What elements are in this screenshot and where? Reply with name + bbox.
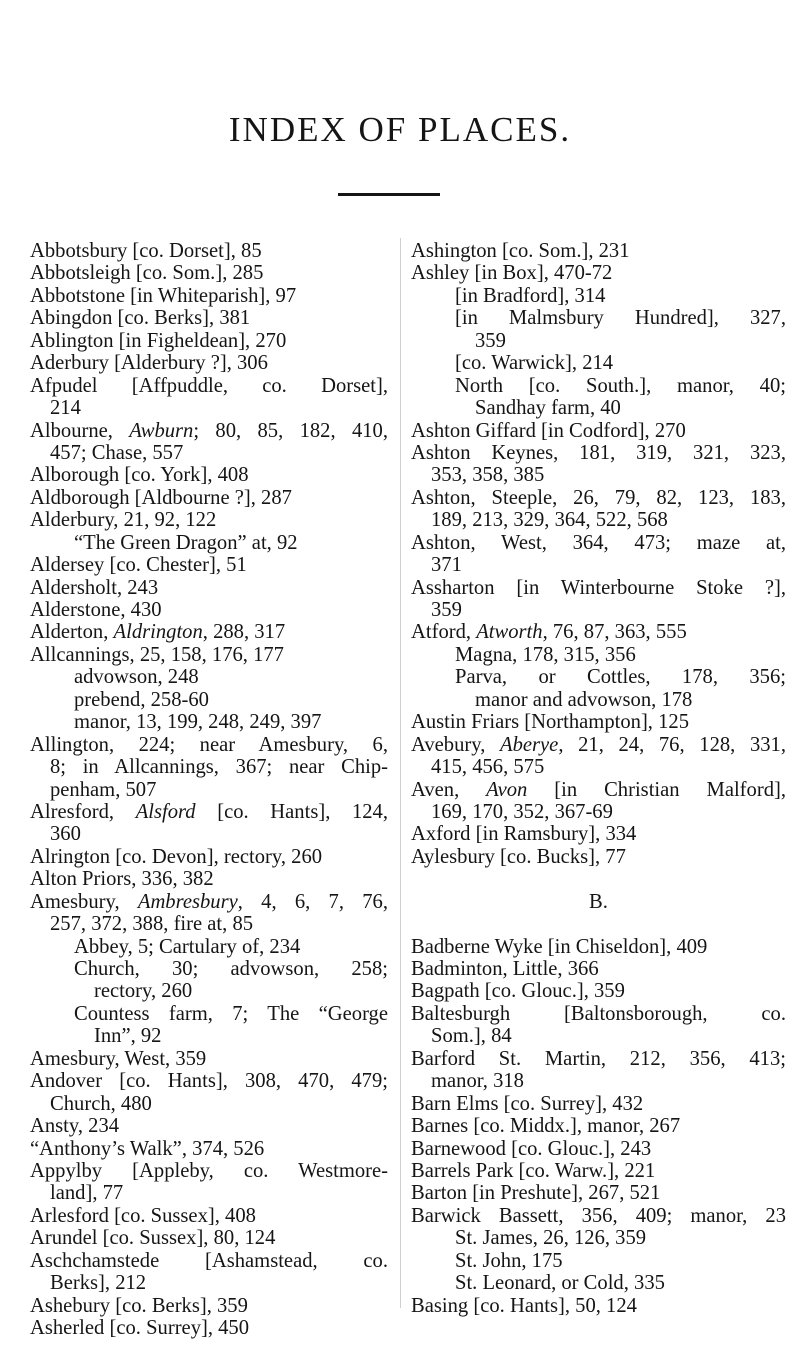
index-entry: penham, 507: [50, 778, 157, 801]
entry-text-part: Avebury,: [411, 733, 500, 756]
index-entry: Alderstone, 430: [30, 599, 162, 621]
entry-text-part: Aven,: [411, 778, 487, 801]
index-entry: “Anthony’s Walk”, 374, 526: [30, 1137, 265, 1160]
index-entry: [in Bradford], 314: [455, 284, 606, 307]
index-entry: Aldersey [co. Chester], 51: [30, 554, 247, 577]
place-variant-italic: Atworth: [476, 621, 543, 644]
index-entry: [30, 801, 388, 823]
entry-text-part: Amesbury,: [30, 890, 138, 913]
index-entry: Alderbury, 21, 92, 122: [30, 509, 217, 532]
index-entry: 189, 213, 329, 364, 522, 568: [431, 509, 668, 532]
entry-text-part: Albourne,: [30, 419, 130, 442]
index-entry: Church, 30; advowson, 258;: [74, 958, 388, 980]
index-entry: “The Green Dragon” at, 92: [74, 531, 298, 554]
index-entry: Abbotsleigh [co. Som.], 285: [30, 262, 264, 285]
index-entry: Barnes [co. Middx.], manor, 267: [411, 1115, 681, 1138]
index-entry: Magna, 178, 315, 356: [455, 643, 636, 666]
index-entry: 257, 372, 388, fire at, 85: [50, 913, 254, 936]
index-entry: 359: [431, 599, 462, 621]
index-entry: Barnewood [co. Glouc.], 243: [411, 1137, 652, 1160]
place-variant-italic: Avon: [486, 778, 528, 801]
index-entry: Barwick Bassett, 356, 409; manor, 23: [411, 1204, 786, 1227]
index-entry: 457; Chase, 557: [50, 441, 184, 464]
index-entry: Barford St. Martin, 212, 356, 413;: [411, 1047, 786, 1070]
index-entry: Badberne Wyke [in Chiseldon], 409: [411, 935, 708, 958]
index-entry: manor, 318: [431, 1070, 524, 1093]
index-entry: Inn”, 92: [94, 1025, 162, 1048]
index-entry: Allcannings, 25, 158, 176, 177: [30, 643, 284, 666]
index-entry: St. John, 175: [455, 1249, 563, 1272]
index-entry: St. James, 26, 126, 359: [455, 1227, 647, 1250]
index-entry: manor and advowson, 178: [475, 688, 693, 711]
index-entry: Basing [co. Hants], 50, 124: [411, 1294, 637, 1317]
index-entry: manor, 13, 199, 248, 249, 397: [74, 711, 322, 734]
index-entry: Barrels Park [co. Warw.], 221: [411, 1159, 656, 1182]
index-entry: Aderbury [Alderbury ?], 306: [30, 352, 268, 375]
index-entry: Barn Elms [co. Surrey], 432: [411, 1092, 644, 1115]
entry-text-part: , 76, 87, 363, 555: [542, 621, 687, 644]
index-entry: Aldborough [Aldbourne ?], 287: [30, 486, 292, 509]
index-entry: Arundel [co. Sussex], 80, 124: [30, 1227, 276, 1250]
index-entry: Ashton Giffard [in Codford], 270: [411, 419, 686, 442]
entry-text-part: , 288, 317: [202, 621, 286, 644]
index-entry: Baltesburgh [Baltonsborough, co.: [411, 1002, 786, 1025]
place-variant-italic: Ambresbury: [137, 890, 238, 913]
index-entry: Amesbury, West, 359: [30, 1047, 207, 1070]
index-entry: land], 77: [50, 1182, 124, 1205]
place-variant-italic: Aldrington: [113, 621, 203, 644]
index-entry: Countess farm, 7; The “George: [74, 1002, 388, 1025]
index-entry: [411, 621, 786, 643]
index-entry: Alrington [co. Devon], rectory, 260: [30, 845, 323, 868]
index-entry: Allington, 224; near Amesbury, 6,: [30, 733, 388, 756]
place-variant-italic: Alsford: [135, 800, 196, 823]
index-entry: Berks], 212: [50, 1272, 147, 1295]
index-entry: [co. Warwick], 214: [455, 352, 614, 375]
entry-text-part: , 21, 24, 76, 128, 331,: [558, 733, 786, 756]
index-entry: [30, 420, 388, 442]
index-entry: Aschchamstede [Ashamstead, co.: [30, 1249, 388, 1272]
index-entry: 169, 170, 352, 367-69: [431, 800, 613, 823]
index-entry: Sandhay farm, 40: [475, 397, 621, 420]
index-entry: Assharton [in Winterbourne Stoke ?],: [411, 576, 786, 599]
index-entry: advowson, 248: [74, 666, 199, 689]
entry-text-part: [co. Hants], 124,: [195, 800, 388, 823]
left-index-column: [30, 240, 388, 1339]
index-entry: Ablington [in Figheldean], 270: [30, 329, 287, 352]
index-entry: Abbotsbury [co. Dorset], 85: [30, 240, 262, 262]
index-entry: Asherled [co. Surrey], 450: [30, 1317, 250, 1339]
index-entry: St. Leonard, or Cold, 335: [455, 1272, 665, 1295]
index-entry: 8; in Allcannings, 367; near Chip-: [50, 756, 388, 779]
index-entry: Appylby [Appleby, co. Westmore-: [30, 1159, 388, 1182]
index-entry: Church, 480: [50, 1092, 152, 1115]
index-entry: Austin Friars [Northampton], 125: [411, 711, 689, 734]
index-entry: Abingdon [co. Berks], 381: [30, 307, 251, 330]
index-entry: Alborough [co. York], 408: [30, 464, 249, 487]
index-entry: Som.], 84: [431, 1025, 512, 1048]
page-title: INDEX OF PLACES.: [228, 110, 572, 149]
index-entry: [30, 891, 388, 913]
index-entry: Ashton, West, 364, 473; maze at,: [411, 531, 786, 554]
index-entry: Ashley [in Box], 470-72: [411, 262, 613, 285]
index-entry: Parva, or Cottles, 178, 356;: [455, 666, 786, 689]
index-entry: Ansty, 234: [30, 1115, 120, 1138]
index-entry: Axford [in Ramsbury], 334: [411, 823, 637, 846]
index-entry: Ashebury [co. Berks], 359: [30, 1294, 248, 1317]
index-entry: [30, 621, 388, 643]
index-entry: rectory, 260: [94, 980, 193, 1003]
index-entry: Bagpath [co. Glouc.], 359: [411, 980, 625, 1003]
index-entry: Ashton, Steeple, 26, 79, 82, 123, 183,: [411, 486, 786, 509]
column-divider: [400, 238, 401, 1308]
entry-text-part: Atford,: [411, 621, 477, 644]
index-entry: Ashton Keynes, 181, 319, 321, 323,: [411, 441, 786, 464]
entry-text-part: Alderton,: [30, 621, 114, 644]
index-entry: Aylesbury [co. Bucks], 77: [411, 845, 626, 868]
index-entry: Abbey, 5; Cartulary of, 234: [74, 935, 301, 958]
index-entry: Andover [co. Hants], 308, 470, 479;: [30, 1070, 388, 1093]
index-entry: Badminton, Little, 366: [411, 958, 599, 980]
index-entry: 214: [50, 397, 81, 420]
index-entry: [in Malmsbury Hundred], 327,: [455, 307, 786, 330]
index-entry: North [co. South.], manor, 40;: [455, 374, 786, 397]
index-entry: Barton [in Preshute], 267, 521: [411, 1182, 661, 1205]
section-heading: B.: [589, 890, 608, 913]
place-variant-italic: Awburn: [129, 419, 194, 442]
index-entry: Afpudel [Affpuddle, co. Dorset],: [30, 374, 388, 397]
entry-text-part: Alresford,: [30, 800, 136, 823]
index-entry: 360: [50, 823, 81, 846]
index-entry: 415, 456, 575: [431, 756, 545, 779]
index-entry: 371: [431, 554, 462, 577]
index-entry: 353, 358, 385: [431, 464, 545, 487]
index-entry: [411, 734, 786, 756]
index-entry: Abbotstone [in Whiteparish], 97: [30, 284, 297, 307]
index-entry: prebend, 258-60: [74, 688, 209, 711]
index-entry: Arlesford [co. Sussex], 408: [30, 1204, 256, 1227]
entry-text-part: [in Christian Malford],: [527, 778, 786, 801]
index-entry: 359: [475, 329, 506, 352]
index-entry: [411, 779, 786, 801]
index-entry: Aldersholt, 243: [30, 576, 159, 599]
title-rule: [338, 193, 440, 196]
index-entry: Alton Priors, 336, 382: [30, 868, 214, 891]
right-index-column: [411, 240, 786, 1317]
place-variant-italic: Aberye: [500, 733, 559, 756]
entry-text-part: , 4, 6, 7, 76,: [237, 890, 388, 913]
index-entry: Ashington [co. Som.], 231: [411, 240, 630, 262]
entry-text-part: ; 80, 85, 182, 410,: [193, 419, 388, 442]
